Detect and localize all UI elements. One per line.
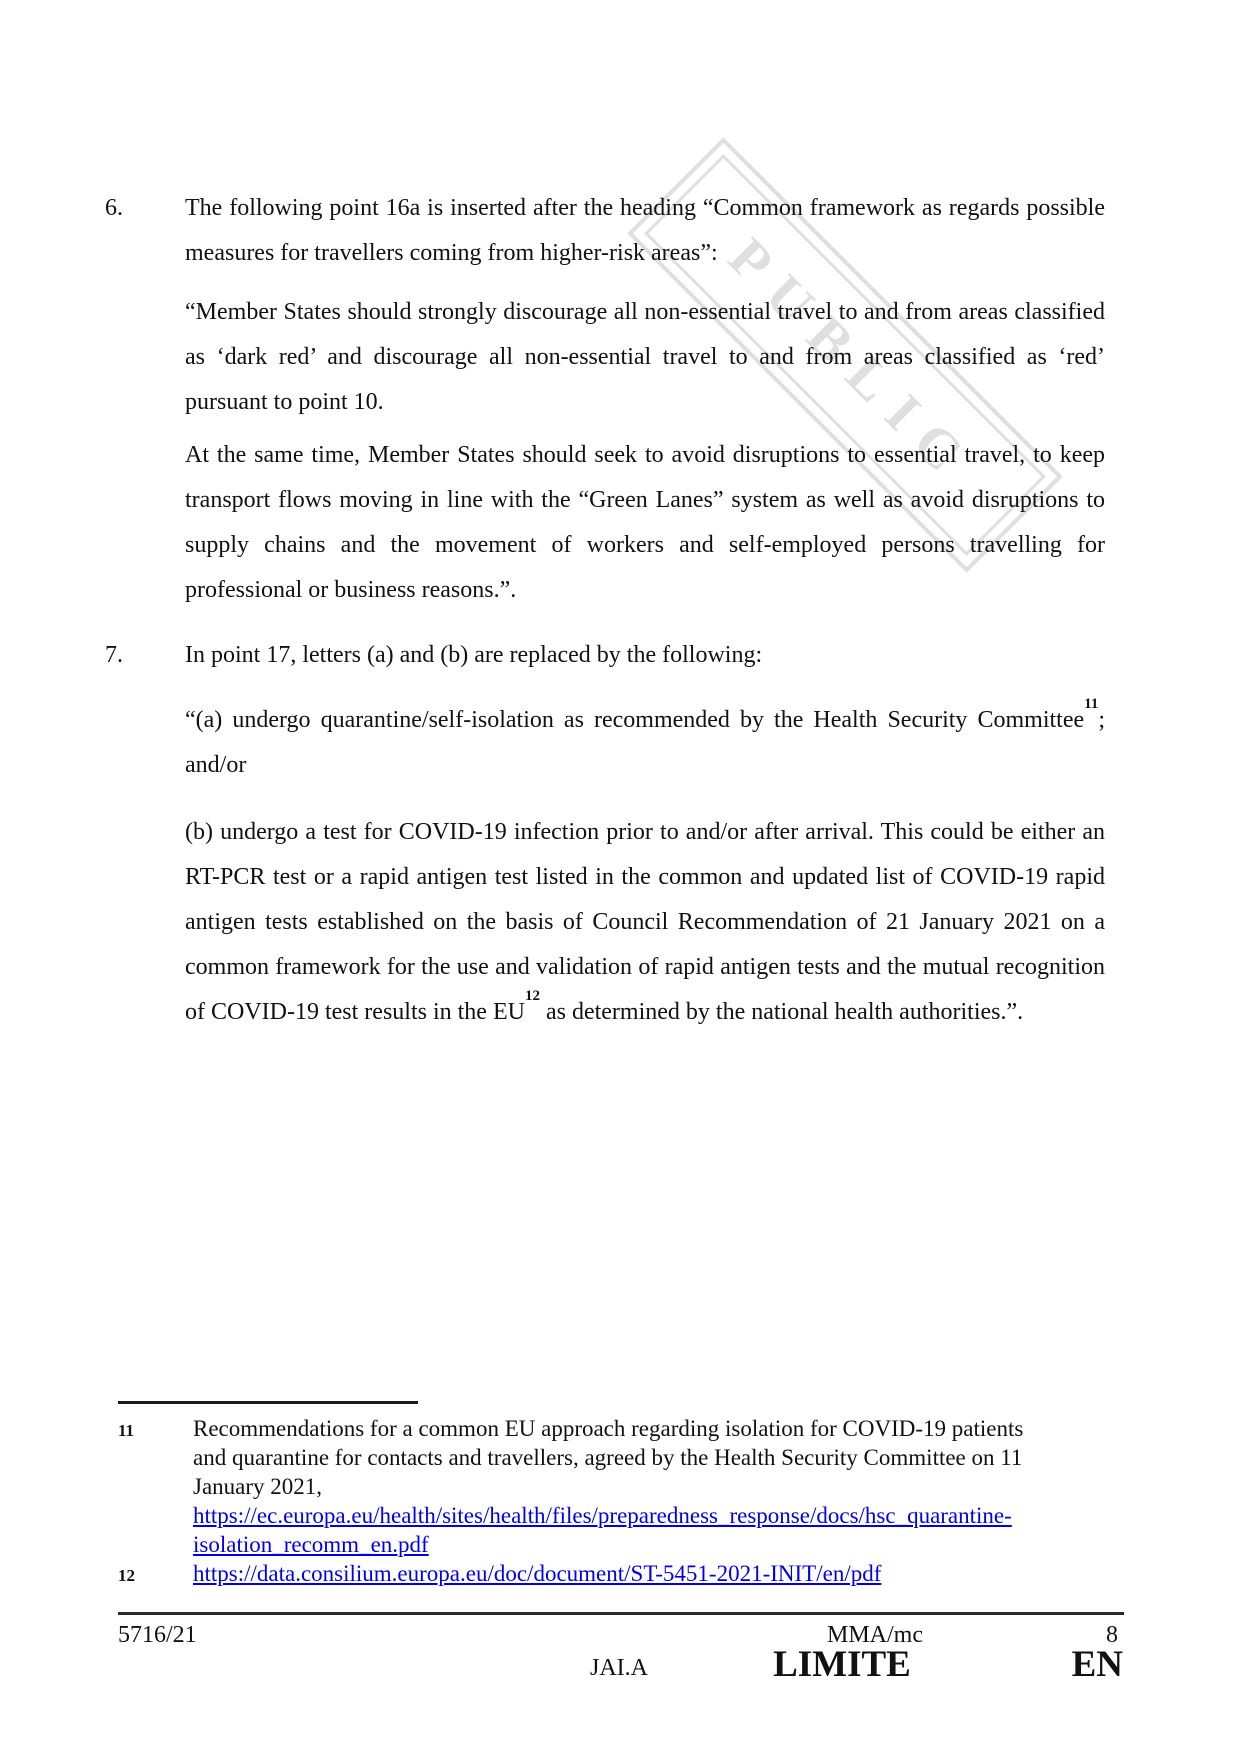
paragraph-text: “(a) undergo quarantine/self-isolation as recommended by the Health Security Committee xyxy=(185,707,1085,733)
item-number: 6. xyxy=(105,195,123,221)
numbered-item-7 xyxy=(105,633,1105,1035)
footnotes-section xyxy=(118,1401,1105,1588)
footnote-line: and quarantine for contacts and travellers, agreed by the Health Security Committee on 11 xyxy=(193,1445,1023,1470)
paragraph: At the same time, Member States should seek to avoid disruptions to essential travel, to keep transport flows moving in line with the “Green Lanes” system as well as avoid disruptions to supply chains and the movement of workers and self-employed persons travelling for professional or business reasons.”. xyxy=(185,442,1105,603)
footnote-reference-11: 11 xyxy=(1084,696,1099,712)
footnote-link[interactable]: https://data.consilium.europa.eu/doc/document/ST-5451-2021-INIT/en/pdf xyxy=(193,1561,882,1586)
footnote-text xyxy=(193,1414,1105,1559)
footer-classification: LIMITE xyxy=(773,1644,911,1685)
paragraph-text: (b) undergo a test for COVID-19 infection prior to and/or after arrival. This could be either an RT-PCR test or a rapid antigen test listed in the common and updated list of COVID-19 rapid antigen tests established on the basis of Council Recommendation of 21 January 2021 on a common framework for the use and validation of rapid antigen tests and the mutual recognition of COVID-19 test results in the EU xyxy=(185,819,1105,1025)
paragraph xyxy=(185,698,1105,788)
document-body xyxy=(105,186,1105,1035)
footer-language: EN xyxy=(1071,1644,1123,1685)
footnote-link[interactable]: https://ec.europa.eu/health/sites/health/files/preparedness_response/docs/hsc_quarantine-isolation_recomm_en.pdf xyxy=(193,1503,1012,1557)
footnote-12 xyxy=(118,1559,1105,1588)
footer-page-number: 8 xyxy=(1106,1622,1118,1648)
footer-divider xyxy=(118,1612,1124,1615)
paragraph: “Member States should strongly discourage all non-essential travel to and from areas classified as ‘dark red’ and discourage all non-essential travel to and from areas classified as ‘red’ pursuant to point 10. xyxy=(185,299,1105,415)
footnote-marker: 11 xyxy=(118,1421,135,1440)
footnote-line: January 2021, xyxy=(193,1474,323,1499)
footnote-reference-12: 12 xyxy=(524,988,540,1004)
paragraph xyxy=(185,810,1105,1035)
public-watermark-text: PUBLIC xyxy=(716,226,987,497)
footer-initials: MMA/mc xyxy=(827,1622,923,1648)
footer-document-number: 5716/21 xyxy=(118,1622,197,1648)
paragraph-text: ; and/or xyxy=(185,707,1105,778)
numbered-item-6 xyxy=(105,186,1105,613)
paragraph-text: as determined by the national health authorities.”. xyxy=(539,999,1024,1025)
footnote-marker: 12 xyxy=(118,1566,135,1585)
footnote-line: Recommendations for a common EU approach regarding isolation for COVID-19 patients xyxy=(193,1416,1024,1441)
footnote-11 xyxy=(118,1414,1105,1559)
item-number: 7. xyxy=(105,642,123,668)
paragraph: In point 17, letters (a) and (b) are replaced by the following: xyxy=(185,642,763,668)
footnote-divider xyxy=(118,1401,418,1404)
footer-unit: JAI.A xyxy=(590,1655,648,1681)
footnote-text xyxy=(193,1559,1105,1588)
paragraph: The following point 16a is inserted after the heading “Common framework as regards possible measures for travellers coming from higher-risk areas”: xyxy=(185,195,1105,266)
